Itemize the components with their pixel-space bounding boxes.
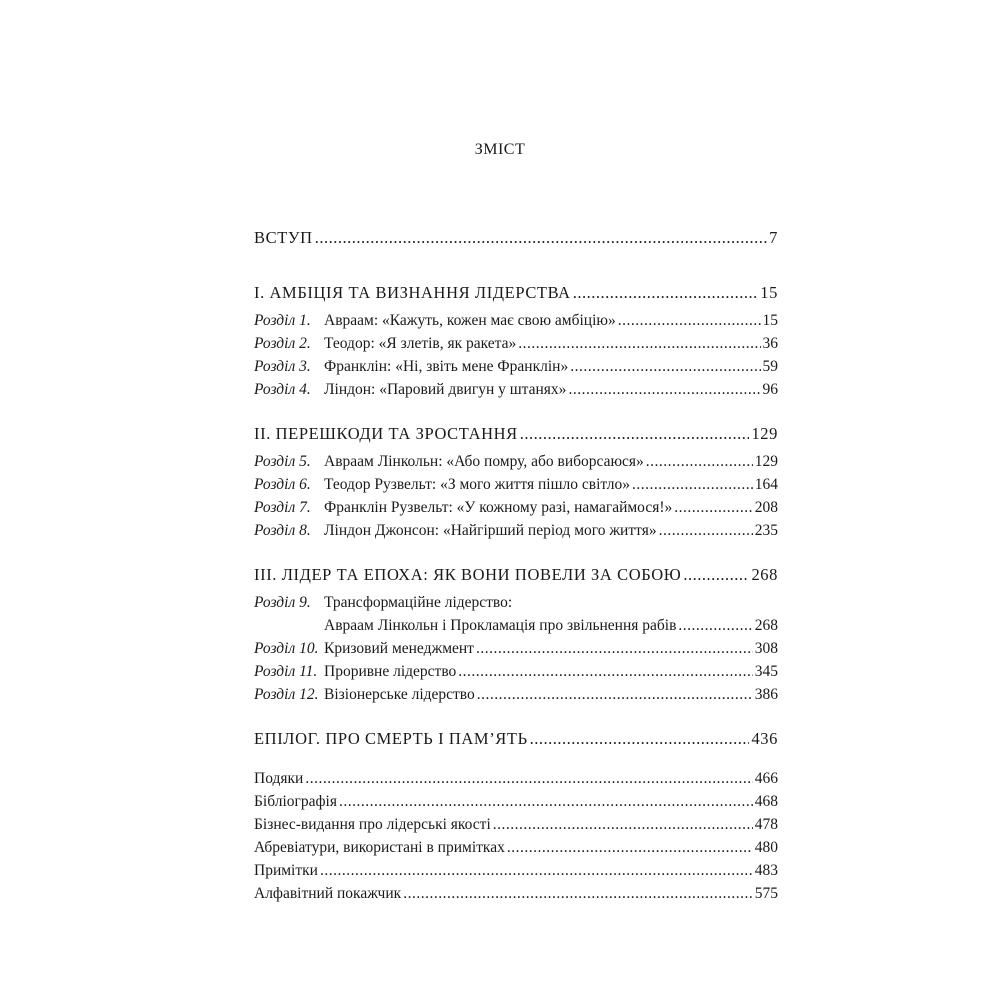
page-number: 480: [754, 839, 778, 856]
dot-leader: [518, 332, 760, 355]
page-number: 268: [754, 617, 778, 634]
page-number: 59: [762, 358, 778, 375]
page-number: 466: [754, 770, 778, 787]
chapter-title: Авраам: «Кажуть, кожен має свою амбіцію»: [324, 312, 616, 329]
page-number: 7: [769, 228, 778, 247]
toc-chapter-4[interactable]: [254, 378, 778, 401]
dot-leader: [477, 683, 753, 706]
chapter-label: Розділ 11.: [254, 663, 318, 680]
dot-leader: [570, 355, 760, 378]
dot-leader: [305, 767, 752, 790]
page-number: 129: [751, 424, 778, 443]
page-number: 129: [754, 453, 778, 470]
toc-chapter-7[interactable]: [254, 496, 778, 519]
chapter-title: Кризовий менеджмент: [324, 640, 474, 657]
entry-text: Примітки: [254, 862, 318, 879]
page-number: 268: [751, 565, 778, 584]
chapter-title: Франклін Рузвельт: «У кожному разі, намагаймося!»: [324, 499, 673, 516]
chapter-label: Розділ 10.: [254, 640, 319, 657]
chapter-title: Авраам Лінкольн: «Або помру, або виборсаюся»: [324, 453, 644, 470]
toc-chapter-8[interactable]: [254, 519, 778, 542]
toc-chapter-9[interactable]: [254, 591, 778, 614]
chapter-label: Розділ 9.: [254, 594, 311, 611]
toc-chapter-5[interactable]: [254, 450, 778, 473]
chapter-title: Ліндон: «Паровий двигун у штанях»: [324, 381, 567, 398]
toc-chapter-11[interactable]: [254, 660, 778, 683]
part-title: I. АМБІЦІЯ ТА ВИЗНАННЯ ЛІДЕРСТВА: [254, 283, 571, 302]
toc-backmatter-index[interactable]: [254, 882, 778, 905]
dot-leader: [493, 813, 753, 836]
dot-leader: [458, 660, 752, 683]
toc-backmatter-abbreviations[interactable]: [254, 836, 778, 859]
page-number: 15: [760, 283, 778, 302]
entry-text: Алфавітний покажчик: [254, 885, 402, 902]
toc-chapter-3[interactable]: [254, 355, 778, 378]
chapter-label: Розділ 8.: [254, 522, 311, 539]
chapter-title: Теодор Рузвельт: «З мого життя пішло світло»: [324, 476, 631, 493]
entry-text: Абревіатури, використані в примітках: [254, 839, 505, 856]
dot-leader: [568, 378, 760, 401]
page-number: 36: [762, 335, 778, 352]
dot-leader: [339, 790, 753, 813]
dot-leader: [403, 882, 753, 905]
dot-leader: [507, 836, 753, 859]
toc-backmatter-notes[interactable]: [254, 859, 778, 882]
dot-leader: [646, 450, 753, 473]
toc-part-1[interactable]: [254, 281, 778, 304]
toc-chapter-1[interactable]: [254, 309, 778, 332]
chapter-label: Розділ 5.: [254, 453, 311, 470]
part-title: II. ПЕРЕШКОДИ ТА ЗРОСТАННЯ: [254, 424, 518, 443]
toc-chapter-9-cont[interactable]: [254, 614, 778, 637]
chapter-title: Франклін: «Ні, звіть мене Франклін»: [324, 358, 569, 375]
chapter-label: Розділ 4.: [254, 381, 311, 398]
toc-chapter-2[interactable]: [254, 332, 778, 355]
page-number: 483: [754, 862, 778, 879]
dot-leader: [315, 226, 767, 249]
page-number: 468: [754, 793, 778, 810]
toc-chapter-10[interactable]: [254, 637, 778, 660]
chapter-title: Теодор: «Я злетів, як ракета»: [324, 335, 517, 352]
dot-leader: [683, 563, 749, 586]
page-number: 235: [754, 522, 778, 539]
dot-leader: [520, 422, 750, 445]
toc-chapter-6[interactable]: [254, 473, 778, 496]
dot-leader: [573, 281, 759, 304]
page-number: 208: [754, 499, 778, 516]
dot-leader: [530, 727, 750, 750]
dot-leader: [320, 859, 753, 882]
chapter-title: Ліндон Джонсон: «Найгірший період мого життя»: [324, 522, 657, 539]
chapter-label: Розділ 12.: [254, 686, 319, 703]
toc-part-2[interactable]: [254, 422, 778, 445]
part-title: III. ЛІДЕР ТА ЕПОХА: ЯК ВОНИ ПОВЕЛИ ЗА СОБОЮ: [254, 565, 682, 584]
page-number: 345: [754, 663, 778, 680]
dot-leader: [674, 496, 753, 519]
chapter-label: Розділ 7.: [254, 499, 311, 516]
table-of-contents: [254, 226, 778, 905]
chapter-title-line1: Трансформаційне лідерство:: [324, 594, 513, 611]
entry-text: ВСТУП: [254, 228, 313, 247]
chapter-title-line2: Авраам Лінкольн і Прокламація про звільнення рабів: [324, 617, 677, 634]
dot-leader: [632, 473, 753, 496]
toc-backmatter-bibliography[interactable]: [254, 790, 778, 813]
dot-leader: [678, 614, 752, 637]
chapter-title: Проривне лідерство: [324, 663, 457, 680]
entry-text: Бібліографія: [254, 793, 337, 810]
entry-text: Подяки: [254, 770, 304, 787]
chapter-label: Розділ 3.: [254, 358, 311, 375]
page-number: 478: [754, 816, 778, 833]
dot-leader: [476, 637, 753, 660]
toc-entry-intro[interactable]: [254, 226, 778, 249]
page-number: 436: [751, 729, 778, 748]
chapter-title: Візіонерське лідерство: [324, 686, 475, 703]
page-number: 308: [754, 640, 778, 657]
page-title: ЗМІСТ: [474, 141, 526, 158]
page-number: 386: [754, 686, 778, 703]
toc-backmatter-business-books[interactable]: [254, 813, 778, 836]
entry-text: Бізнес-видання про лідерські якості: [254, 816, 491, 833]
toc-backmatter-acknowledgements[interactable]: [254, 767, 778, 790]
chapter-label: Розділ 2.: [254, 335, 311, 352]
page-number: 164: [754, 476, 778, 493]
toc-part-3[interactable]: [254, 563, 778, 586]
page-number: 15: [762, 312, 778, 329]
dot-leader: [618, 309, 761, 332]
entry-text: ЕПІЛОГ. ПРО СМЕРТЬ І ПАМ’ЯТЬ: [254, 729, 528, 748]
dot-leader: [659, 519, 753, 542]
page-number: 96: [762, 381, 778, 398]
toc-epilogue[interactable]: [254, 727, 778, 750]
chapter-label: Розділ 1.: [254, 312, 311, 329]
chapter-label: Розділ 6.: [254, 476, 311, 493]
page-number: 575: [754, 885, 778, 902]
toc-chapter-12[interactable]: [254, 683, 778, 706]
